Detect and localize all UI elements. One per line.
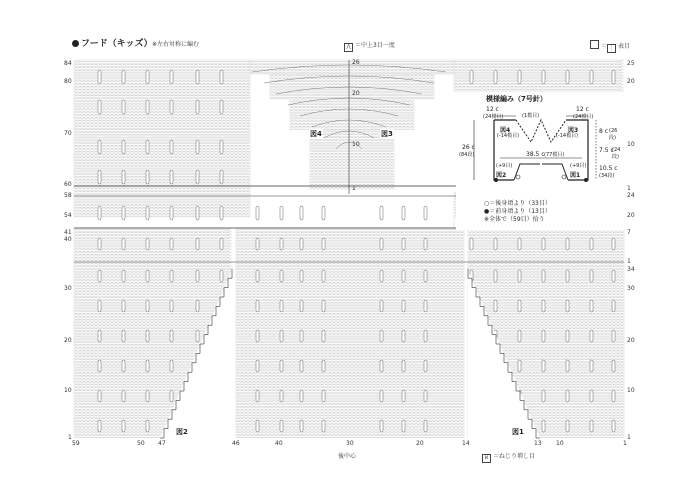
schematic-fig2-inc: (+9目): [496, 163, 513, 169]
center-back-label: 後中心: [338, 453, 357, 460]
schematic-fig3: 図3: [568, 127, 579, 134]
symmetry-note: ※左右対称に編む: [152, 41, 200, 48]
row-num-left: 80: [64, 78, 72, 85]
legend-knit: ＝ ｜ 表目: [590, 40, 630, 53]
note-total: ※全体で（59目）拾う: [484, 216, 545, 223]
stitch-num: 40: [275, 440, 283, 447]
dim-top-left: 12 c: [486, 106, 499, 113]
stitch-num: 1: [623, 440, 627, 447]
fig1-label: 図1: [512, 428, 524, 436]
schematic-fig4-dec: (-14模目): [497, 133, 520, 139]
schematic-title: 模様編み（7号針）: [486, 95, 547, 103]
dim-width: 38.5 c: [526, 151, 545, 158]
row-num-right: 30: [627, 285, 635, 292]
note-front: ●＝前身頃より（13目）: [484, 208, 551, 215]
dim-105-sub: (34段): [599, 173, 615, 179]
dim-8: 8 c: [599, 128, 609, 135]
dim-height: 26 c: [462, 144, 475, 151]
row-num-right: 1: [627, 258, 631, 265]
row-num-right: 20: [627, 337, 635, 344]
row-num-left: 30: [64, 285, 72, 292]
row-num-right: 24: [627, 192, 635, 199]
stitch-num: 13: [534, 440, 542, 447]
dim-75-sub: (24段): [612, 147, 621, 160]
center-triple-decrease-icon: ⋀: [344, 43, 353, 52]
dim-top-right-sub: (24模目): [573, 114, 594, 120]
row-num-right: 1: [627, 434, 631, 441]
row-num-left: 54: [64, 212, 72, 219]
row-num-right: 7: [627, 229, 631, 236]
schematic-fig1-inc: (+9目): [570, 163, 587, 169]
schematic-fig3-dec: (-14模目): [556, 133, 579, 139]
fig2-label: 図2: [176, 428, 188, 436]
row-num-left: 58: [64, 192, 72, 199]
stitch-num: 10: [556, 440, 564, 447]
row-num-right: 25: [627, 60, 635, 67]
dim-8-sub: (26段): [609, 128, 618, 141]
row-num-left: 40: [64, 236, 72, 243]
twist-increase-icon: ℵ: [482, 454, 491, 463]
row-num-left: 70: [64, 130, 72, 137]
knit-bar-icon: ｜: [609, 45, 615, 51]
dim-75: 7.5 c: [599, 147, 614, 154]
row-num-left: 41: [64, 229, 72, 236]
stitch-num: 30: [346, 440, 354, 447]
row-num-right: 10: [627, 387, 635, 394]
center-row-num: 1: [352, 185, 356, 192]
stitch-num: 50: [137, 440, 145, 447]
schematic-fig4: 図4: [500, 127, 511, 134]
dim-105: 10.5 c: [599, 165, 618, 172]
schematic-fig1: 図1: [570, 172, 581, 179]
dim-top-right: 12 c: [576, 106, 589, 113]
schematic-panel: [456, 92, 624, 230]
legend-twist-increase: ℵ ＝ねじり増し目: [482, 451, 535, 463]
stitch-num: 14: [462, 440, 470, 447]
dim-top-left-sub: (24模目): [483, 114, 504, 120]
center-row-num: 26: [352, 59, 360, 66]
row-num-right: 20: [627, 212, 635, 219]
row-num-right: 20: [627, 78, 635, 85]
stitch-num: 20: [416, 440, 424, 447]
fig3-label: 図3: [381, 130, 393, 138]
stitch-num: 59: [72, 440, 80, 447]
row-num-left: 10: [64, 387, 72, 394]
fig4-label: 図4: [310, 130, 322, 138]
row-num-right: 1: [627, 185, 631, 192]
center-row-num: 10: [352, 141, 360, 148]
dim-width-sub: (77模目): [544, 152, 565, 158]
note-back: ○＝後身頃より（33目）: [484, 200, 551, 207]
schematic-fig2: 図2: [496, 172, 507, 179]
page-title: フード（キッズ）: [72, 36, 153, 49]
stitch-num: 47: [158, 440, 166, 447]
row-num-right: 34: [627, 266, 635, 273]
row-num-right: 10: [627, 141, 635, 148]
center-row-num: 20: [352, 90, 360, 97]
dim-height-sub: (84段): [459, 152, 475, 158]
stitch-num: 46: [232, 440, 240, 447]
row-num-left: 1: [68, 434, 72, 441]
row-num-left: 60: [64, 181, 72, 188]
row-num-left: 84: [64, 60, 72, 67]
row-num-left: 20: [64, 337, 72, 344]
dim-top-center: (1模目): [522, 113, 540, 119]
legend-center-decrease: ⋀ ＝中上3目一度: [344, 40, 395, 52]
